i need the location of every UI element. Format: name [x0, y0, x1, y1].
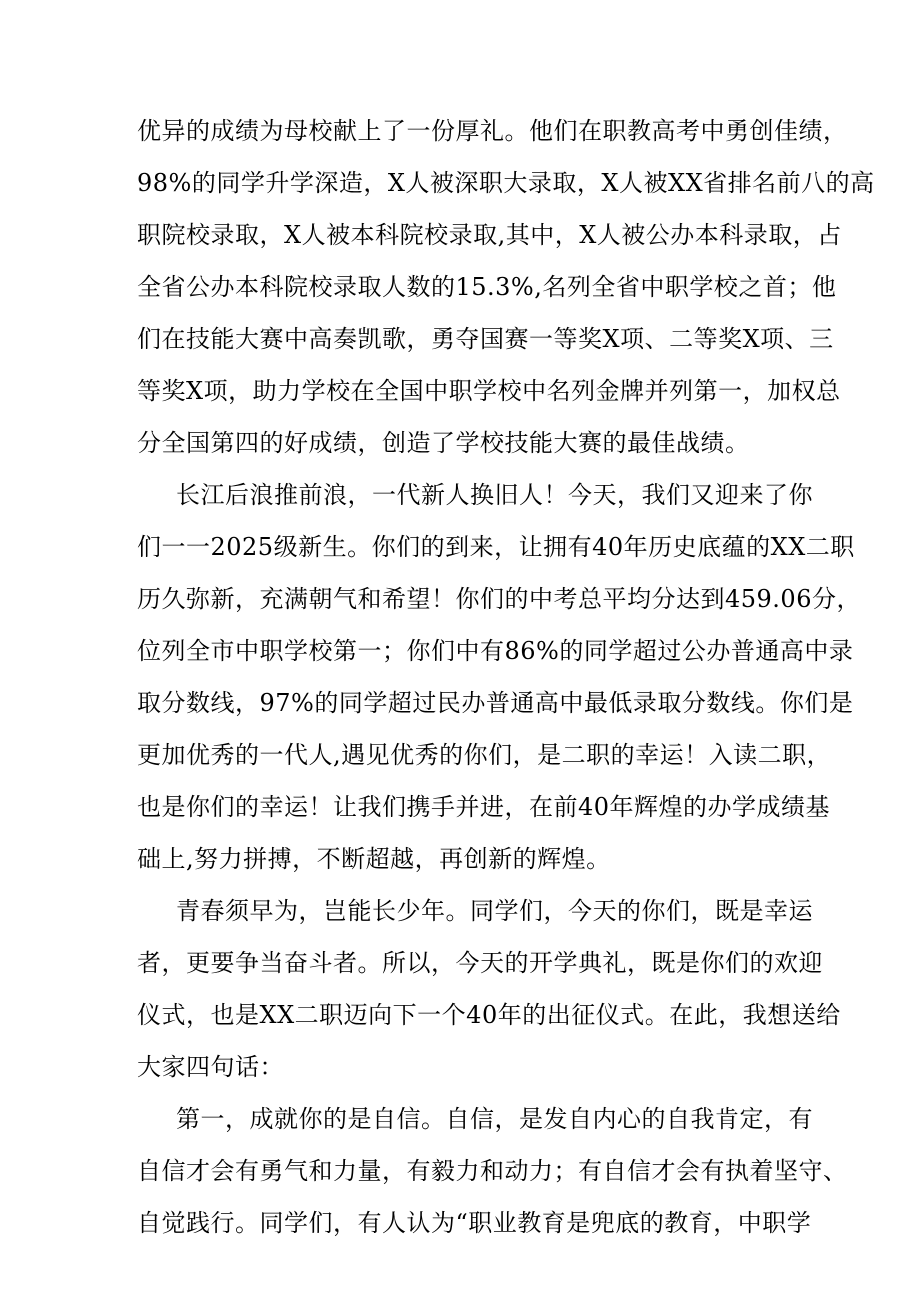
paragraph-3 — [137, 885, 841, 1093]
text-line: 自信才会有勇气和力量，有毅力和动力；有自信才会有执着坚守、 — [137, 1157, 848, 1185]
text-line: 职院校录取，X人被本科院校录取,其中，X人被公办本科录取，占 — [137, 221, 842, 249]
text-line: 们一一2025级新生。你们的到来，让拥有40年历史底蕴的XX二职 — [137, 533, 855, 561]
text-line: 更加优秀的一代人,遇见优秀的你们，是二职的幸运！入读二职， — [137, 741, 832, 769]
text-line: 者，更要争当奋斗者。所以，今天的开学典礼，既是你们的欢迎 — [137, 949, 823, 977]
text-line: 自觉践行。同学们，有人认为“职业教育是兜底的教育，中职学 — [137, 1209, 812, 1237]
text-line: 也是你们的幸运！让我们携手并进，在前40年辉煌的办学成绩基 — [137, 793, 831, 821]
text-line: 等奖X项，助力学校在全国中职学校中名列金牌并列第一，加权总 — [137, 377, 841, 405]
text-line: 分全国第四的好成绩，创造了学校技能大赛的最佳战绩。 — [137, 429, 750, 457]
text-line: 全省公办本科院校录取人数的15.3%,名列全省中职学校之首；他 — [137, 273, 837, 301]
text-line: 青春须早为，岂能长少年。同学们，今天的你们，既是幸运 — [176, 897, 813, 925]
text-line: 们在技能大赛中高奏凯歌，勇夺国赛一等奖X项、二等奖X项、三 — [137, 325, 834, 353]
paragraph-4 — [137, 1093, 848, 1249]
text-line: 位列全市中职学校第一；你们中有86%的同学超过公办普通高中录 — [137, 637, 854, 665]
paragraph-2 — [137, 469, 861, 885]
text-line: 98%的同学升学深造，X人被深职大录取，X人被XX省排名前八的高 — [137, 169, 875, 197]
text-line: 仪式，也是XX二职迈向下一个40年的出征仪式。在此，我想送给 — [137, 1001, 841, 1029]
text-line: 优异的成绩为母校献上了一份厚礼。他们在职教高考中勇创佳绩， — [137, 117, 848, 145]
paragraph-1 — [137, 105, 875, 469]
text-line: 长江后浪推前浪，一代新人换旧人！今天，我们又迎来了你 — [176, 481, 813, 509]
text-line: 第一，成就你的是自信。自信，是发自内心的自我肯定，有 — [176, 1105, 813, 1133]
text-line: 历久弥新，充满朝气和希望！你们的中考总平均分达到459.06分， — [137, 585, 861, 613]
text-line: 础上,努力拼搏，不断超越，再创新的辉煌。 — [137, 845, 611, 873]
text-line: 大家四句话： — [137, 1053, 284, 1081]
document-body — [137, 105, 875, 1249]
text-line: 取分数线，97%的同学超过民办普通高中最低录取分数线。你们是 — [137, 689, 854, 717]
